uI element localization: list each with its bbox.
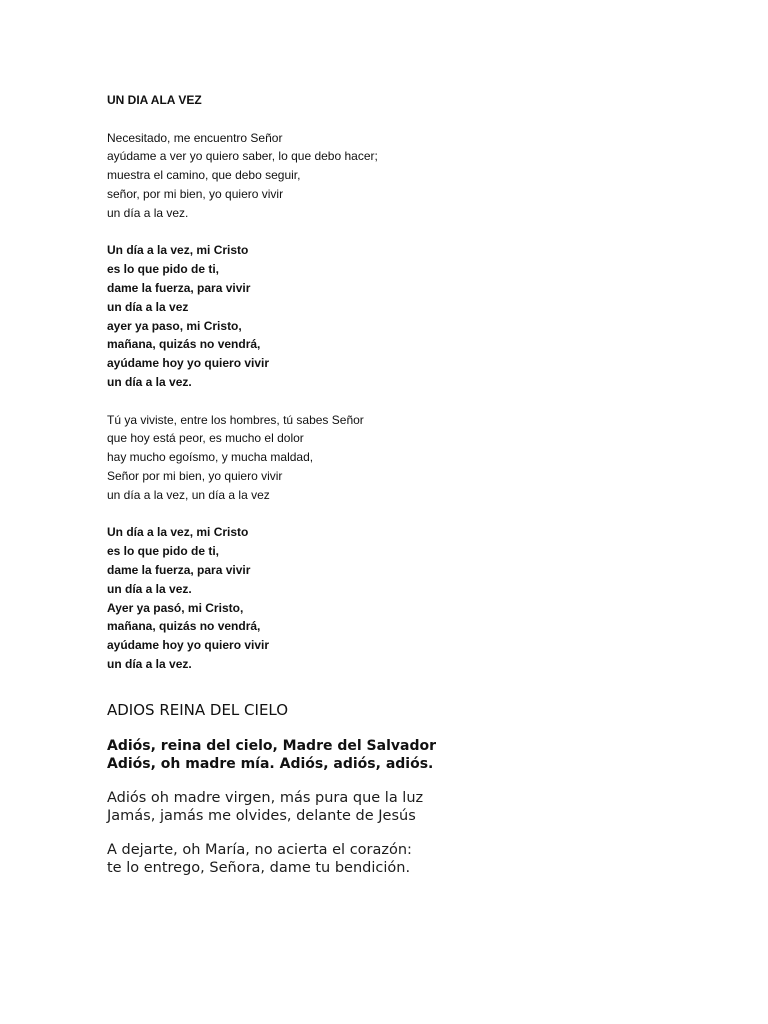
- lyric-line: Jamás, jamás me olvides, delante de Jesús: [107, 808, 416, 824]
- lyric-line: ayúdame a ver yo quiero saber, lo que debo hacer;: [107, 149, 378, 164]
- verse-1: [107, 789, 436, 825]
- lyric-line: ayúdame hoy yo quiero vivir: [107, 638, 270, 653]
- lyric-line: ayer ya paso, mi Cristo,: [107, 318, 242, 333]
- verse-2: [107, 411, 378, 505]
- chorus: [107, 737, 436, 773]
- lyric-line: Adiós, reina del cielo, Madre del Salvador: [107, 738, 436, 754]
- song-title: UN DIA ALA VEZ: [107, 93, 202, 107]
- spacer: [107, 505, 378, 524]
- lyric-line: un día a la vez: [107, 299, 189, 314]
- lyric-line: mañana, quizás no vendrá,: [107, 337, 261, 352]
- lyric-line: dame la fuerza, para vivir: [107, 280, 251, 295]
- lyric-line: es lo que pido de ti,: [107, 262, 220, 277]
- lyric-line: un día a la vez.: [107, 374, 192, 389]
- chorus-2: [107, 523, 378, 673]
- spacer: [107, 392, 378, 411]
- lyric-line: hay mucho egoísmo, y mucha maldad,: [107, 450, 314, 465]
- verse-1: [107, 129, 378, 223]
- spacer: [107, 110, 378, 129]
- lyric-line: Adiós oh madre virgen, más pura que la luz: [107, 790, 424, 806]
- lyric-line: Tú ya viviste, entre los hombres, tú sabes Señor: [107, 412, 364, 427]
- lyric-line: Un día a la vez, mi Cristo: [107, 243, 249, 258]
- lyric-line: te lo entrego, Señora, dame tu bendición.: [107, 860, 411, 876]
- lyric-line: es lo que pido de ti,: [107, 544, 220, 559]
- lyric-line: Ayer ya pasó, mi Cristo,: [107, 600, 244, 615]
- lyric-line: dame la fuerza, para vivir: [107, 562, 251, 577]
- lyric-line: que hoy está peor, es mucho el dolor: [107, 431, 304, 446]
- lyric-line: un día a la vez.: [107, 205, 189, 220]
- chorus-1: [107, 241, 378, 391]
- lyric-line: Señor por mi bien, yo quiero vivir: [107, 468, 283, 483]
- document-page: [107, 0, 747, 1024]
- lyric-line: un día a la vez.: [107, 581, 192, 596]
- lyric-line: Adiós, oh madre mía. Adiós, adiós, adiós.: [107, 756, 434, 772]
- lyric-line: un día a la vez.: [107, 656, 192, 671]
- lyric-line: Un día a la vez, mi Cristo: [107, 525, 249, 540]
- lyric-line: mañana, quizás no vendrá,: [107, 619, 261, 634]
- lyric-line: A dejarte, oh María, no acierta el corazón:: [107, 842, 412, 858]
- song-title: ADIOS REINA DEL CIELO: [107, 701, 289, 719]
- lyric-line: señor, por mi bien, yo quiero vivir: [107, 186, 284, 201]
- lyric-line: Necesitado, me encuentro Señor: [107, 130, 283, 145]
- verse-2: [107, 841, 436, 877]
- lyric-line: ayúdame hoy yo quiero vivir: [107, 356, 270, 371]
- song-adios-reina-del-cielo: [107, 701, 436, 877]
- song-un-dia-a-la-vez: [107, 91, 378, 674]
- spacer: [107, 223, 378, 242]
- lyric-line: muestra el camino, que debo seguir,: [107, 168, 301, 183]
- lyric-line: un día a la vez, un día a la vez: [107, 487, 270, 502]
